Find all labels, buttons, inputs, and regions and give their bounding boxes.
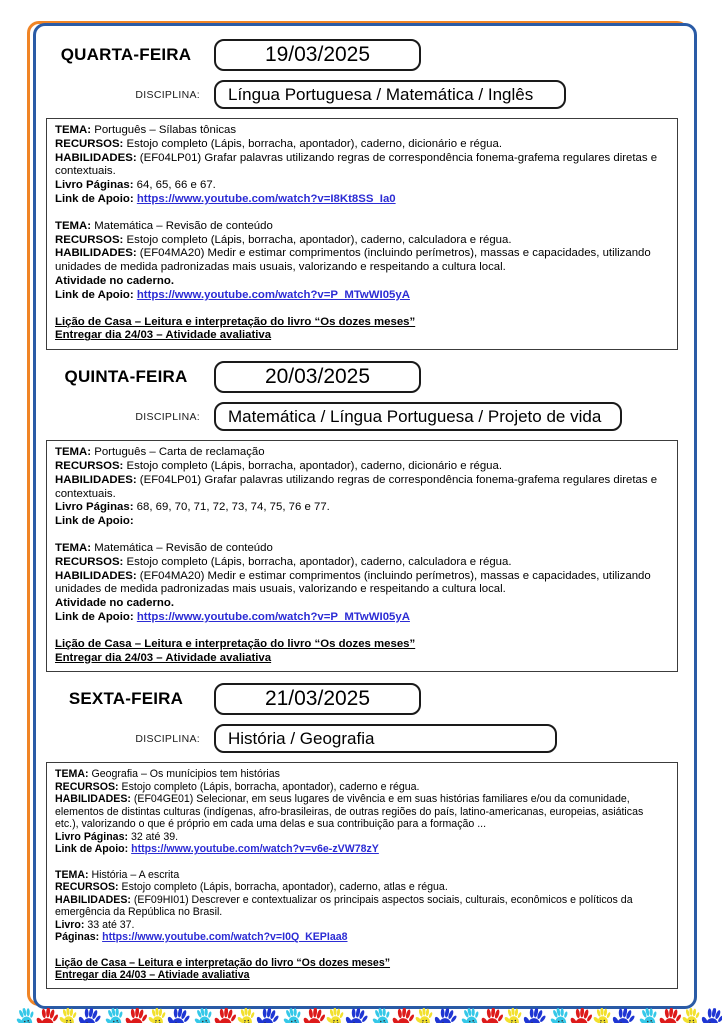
lesson-line [55,652,669,666]
handprint-icon [432,1006,459,1023]
discipline-label: DISCIPLINA: [135,732,200,745]
field-text: 68, 69, 70, 71, 72, 73, 74, 75, 76 e 77. [133,501,330,514]
handprint-icon [681,1007,701,1023]
lesson-line [55,781,669,794]
field-label: Atividade no caderno. [55,274,174,287]
lesson-line [55,831,669,844]
page-border-blue [33,23,697,1009]
lesson-content-box [46,118,678,350]
field-label: TEMA: [55,124,92,136]
handprint-icon [124,1007,149,1023]
lesson-content-box [46,440,678,672]
field-label: Livro Páginas: [55,830,128,843]
field-text: (EF09HI01) Descrever e contextualizar os principais aspectos sociais, culturais, econômicos e políticos da emergência da República no Brasil. [55,893,633,919]
lesson-line [55,329,669,343]
handprint-icon [302,1007,327,1023]
handprint-group [639,1008,722,1023]
lesson-line [55,542,669,556]
date-value: 19/03/2025 [264,43,371,66]
lesson-line [55,515,669,529]
day-section-quarta-feira [46,39,694,350]
lesson-line [55,138,669,152]
lesson-line [55,843,669,856]
support-link[interactable]: https://www.youtube.com/watch?v=P_MTwWI05yA [136,610,410,623]
day-section-sexta-feira [46,683,694,989]
handprint-group [105,1008,190,1023]
discipline-box [214,80,566,109]
field-label: TEMA: [55,219,92,232]
handprint-icon [391,1007,416,1023]
field-text: Português – Sílabas tônicas [91,124,237,136]
day-header-row [46,361,694,393]
field-text: Estojo completo (Lápis, borracha, apontador), caderno, dicionário e régua. [123,137,503,150]
lesson-line [55,556,669,570]
field-text: Estojo completo (Lápis, borracha, apontador), caderno e régua. [118,780,420,793]
lesson-line [55,220,669,234]
field-label: Link de Apoio: [55,192,134,205]
day-header-row [46,683,694,715]
field-label: TEMA: [55,541,92,554]
handprint-icon [76,1006,103,1023]
field-label: Livro Páginas: [55,179,134,192]
field-label: Atividade no caderno. [55,597,174,610]
handprint-group [372,1008,457,1023]
discipline-box [214,402,622,431]
handprint-icon [192,1006,216,1023]
lesson-line [55,234,669,248]
homework-note: Entregar dia 24/03 – Atividade avaliativa [55,329,272,342]
field-label: HABILIDADES: [55,247,137,260]
handprint-group [550,1008,635,1023]
handprint-icon [459,1006,483,1023]
homework-note: Lição de Casa – Leitura e interpretação do livro “Os dozes meses” [55,637,416,650]
handprint-icon [281,1006,305,1023]
lesson-line [55,869,669,882]
discipline-label: DISCIPLINA: [135,410,200,423]
blank-line [55,625,669,638]
field-label: Livro Páginas: [55,501,134,514]
discipline-row [46,80,694,109]
field-text: (EF04LP01) Grafar palavras utilizando regras de correspondência fonema-grafema regulares diretas e contextuais. [55,473,658,500]
lesson-line [55,501,669,515]
field-label: RECURSOS: [55,881,119,894]
handprint-icon [548,1006,572,1023]
homework-note: Entregar dia 24/03 – Atividade avaliativa [55,651,272,664]
field-label: RECURSOS: [55,233,124,246]
page-content [36,26,694,1006]
field-label: Link de Apoio: [55,843,129,856]
handprint-icon [213,1007,238,1023]
blank-line [55,303,669,316]
discipline-row [46,402,694,431]
support-link[interactable]: https://www.youtube.com/watch?v=I0Q_KEPIaa8 [102,931,348,944]
field-label: TEMA: [55,868,89,881]
lesson-line [55,919,669,932]
handprint-group [283,1008,368,1023]
field-text: História – A escrita [88,868,180,881]
field-text: Matemática – Revisão de conteúdo [91,219,273,232]
discipline-label: DISCIPLINA: [135,88,200,101]
field-text: (EF04LP01) Grafar palavras utilizando regras de correspondência fonema-grafema regulares diretas e contextuais. [55,151,658,178]
handprint-icon [699,1006,722,1023]
field-text: 64, 65, 66 e 67. [133,179,216,192]
field-label: Link de Apoio: [55,610,134,623]
field-label: Link de Apoio: [55,515,134,528]
handprint-icon [236,1007,256,1023]
handprint-icon [658,1007,683,1023]
handprint-icon [414,1007,434,1023]
day-section-quinta-feira [46,361,694,672]
date-value: 20/03/2025 [264,365,371,389]
support-link[interactable]: https://www.youtube.com/watch?v=P_MTwWI05yA [136,288,410,301]
field-label: HABILIDADES: [55,569,137,582]
date-box [214,39,421,71]
lesson-line [55,931,669,944]
lesson-line [55,894,669,919]
handprint-icon [370,1006,394,1023]
handprint-icon [103,1006,127,1023]
handprint-icon [637,1006,661,1023]
day-header-row [46,39,694,71]
lesson-line [55,316,669,330]
date-box [214,361,421,393]
field-label: TEMA: [55,768,89,781]
discipline-value: Matemática / Língua Portuguesa / Projeto de vida [228,406,602,426]
field-label: HABILIDADES: [55,473,137,486]
handprint-icon [343,1006,370,1023]
field-label: HABILIDADES: [55,893,131,906]
field-label: HABILIDADES: [55,151,137,164]
lesson-line [55,247,669,275]
handprint-group [461,1008,546,1023]
lesson-line [55,957,669,970]
field-text: Estojo completo (Lápis, borracha, apontador), caderno, calculadora e régua. [123,233,512,246]
lesson-line [55,611,669,625]
field-label: RECURSOS: [55,555,124,568]
field-label: HABILIDADES: [55,793,131,806]
field-label: Páginas: [55,931,100,944]
field-text: (EF04GE01) Selecionar, em seus lugares de vivência e em suas histórias familiares e/ou da comunidade, elementos de distintas culturas (indígenas, afro-brasileiras, de outras regiões do país, latino-americanas, europeias, asiáticas etc.), valorizando o que é próprio em cada uma delas e sua contribuição para a formação ... [55,793,644,831]
lesson-line [55,193,669,207]
lesson-line [55,969,669,982]
handprint-icon [14,1006,38,1023]
date-box [214,683,421,715]
field-label: RECURSOS: [55,780,119,793]
lesson-line [55,275,669,289]
handprint-icon [35,1007,60,1023]
handprint-icon [58,1007,78,1023]
lesson-line [55,460,669,474]
handprint-icon [254,1006,281,1023]
lesson-line [55,474,669,502]
lesson-line [55,793,669,831]
handprint-icon [165,1006,192,1023]
field-label: Link de Apoio: [55,288,134,301]
blank-line [55,856,669,869]
field-label: Livro: [55,918,85,931]
handprint-icon [503,1007,523,1023]
homework-note: Lição de Casa – Leitura e interpretação do livro “Os dozes meses” [55,956,391,969]
blank-line [55,207,669,220]
lesson-line [55,638,669,652]
field-text: Estojo completo (Lápis, borracha, apontador), caderno, dicionário e régua. [123,459,503,472]
day-label: QUARTA-FEIRA [60,45,192,64]
homework-note: Entregar dia 24/03 – Ativiade avaliativa [55,969,250,982]
discipline-value: Língua Portuguesa / Matemática / Inglês [228,84,534,104]
field-text: Estojo completo (Lápis, borracha, apontador), caderno, atlas e régua. [118,881,448,894]
handprint-group [194,1008,279,1023]
field-text: Matemática – Revisão de conteúdo [91,541,273,554]
lesson-line [55,881,669,894]
lesson-content-box [46,762,678,989]
handprint-icon [610,1006,637,1023]
handprint-group [16,1008,101,1023]
homework-note: Lição de Casa – Leitura e interpretação do livro “Os dozes meses” [55,315,416,328]
discipline-value: História / Geografia [228,728,375,748]
lesson-line [55,289,669,303]
date-value: 21/03/2025 [264,687,371,711]
lesson-line [55,179,669,193]
lesson-line [55,124,669,138]
field-label: TEMA: [55,446,92,459]
lesson-line [55,597,669,611]
field-label: RECURSOS: [55,137,124,150]
field-text: Estojo completo (Lápis, borracha, apontador), caderno, calculadora e régua. [123,555,512,568]
field-text: Português – Carta de reclamação [91,446,265,459]
discipline-row [46,724,694,753]
lesson-line [55,570,669,598]
handprint-icon [325,1007,345,1023]
handprint-icon [592,1007,612,1023]
field-text: 32 até 39. [128,830,179,843]
handprint-icon [147,1007,167,1023]
handprint-icon [521,1006,548,1023]
field-text: (EF04MA20) Medir e estimar comprimentos (incluindo perímetros), massas e capacidades, utilizando unidades de medida padronizadas mais usuais, valorizando e respeitando a cultura local. [55,247,651,274]
field-label: RECURSOS: [55,459,124,472]
field-text: 33 até 37. [84,918,135,931]
field-text: (EF04MA20) Medir e estimar comprimentos (incluindo perímetros), massas e capacidades, utilizando unidades de medida padronizadas mais usuais, valorizando e respeitando a cultura local. [55,569,651,596]
handprints-decoration-row [46,1008,694,1023]
lesson-line [55,152,669,180]
field-text: Geografia – Os munícipios tem histórias [88,768,280,781]
lesson-line [55,768,669,781]
handprint-icon [480,1007,505,1023]
day-label: SEXTA-FEIRA [68,689,184,709]
blank-line [55,529,669,542]
support-link[interactable]: https://www.youtube.com/watch?v=v6e-zVW78zY [131,843,379,856]
lesson-line [55,446,669,460]
discipline-box [214,724,557,753]
blank-line [55,944,669,957]
handprint-icon [569,1007,594,1023]
day-label: QUINTA-FEIRA [64,367,188,387]
support-link[interactable]: https://www.youtube.com/watch?v=I8Kt8SS_Ia0 [136,192,396,205]
